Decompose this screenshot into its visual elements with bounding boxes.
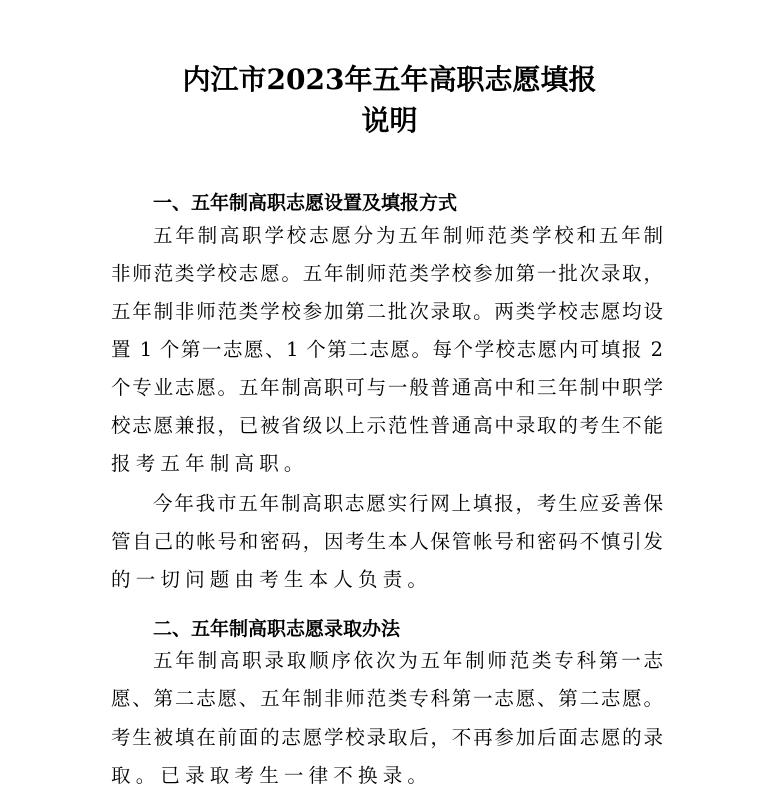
- paragraph-line: 报考五年制高职。: [111, 452, 309, 475]
- paragraph-line: 校志愿兼报，已被省级以上示范性普通高中录取的考生不能: [111, 414, 663, 437]
- paragraph-line: 考生被填在前面的志愿学校录取后，不再参加后面志愿的录: [111, 726, 663, 749]
- paragraph-line: 的一切问题由考生本人负责。: [111, 568, 433, 591]
- paragraph-line: 置 1 个第一志愿、1 个第二志愿。每个学校志愿内可填报 2: [111, 338, 663, 361]
- paragraph-line: 非师范类学校志愿。五年制师范类学校参加第一批次录取，: [111, 262, 663, 285]
- section-heading: 二、五年制高职志愿录取办法: [153, 618, 401, 640]
- paragraph-line: 五年制高职学校志愿分为五年制师范类学校和五年制: [153, 224, 663, 247]
- paragraph-line: 今年我市五年制高职志愿实行网上填报，考生应妥善保: [153, 492, 663, 515]
- paragraph-line: 五年制高职录取顺序依次为五年制师范类专科第一志: [153, 649, 663, 672]
- paragraph-line: 取。已录取考生一律不换录。: [111, 764, 433, 787]
- paragraph-line: 个专业志愿。五年制高职可与一般普通高中和三年制中职学: [111, 376, 663, 399]
- document-title: 内江市2023年五年高职志愿填报: [182, 63, 597, 96]
- paragraph-line: 管自己的帐号和密码，因考生本人保管帐号和密码不慎引发: [111, 530, 663, 553]
- section-heading: 一、五年制高职志愿设置及填报方式: [153, 192, 458, 214]
- paragraph-line: 五年制非师范类学校参加第二批次录取。两类学校志愿均设: [111, 300, 663, 323]
- document-subtitle: 说明: [361, 104, 418, 137]
- paragraph-line: 愿、第二志愿、五年制非师范类专科第一志愿、第二志愿。: [111, 687, 663, 710]
